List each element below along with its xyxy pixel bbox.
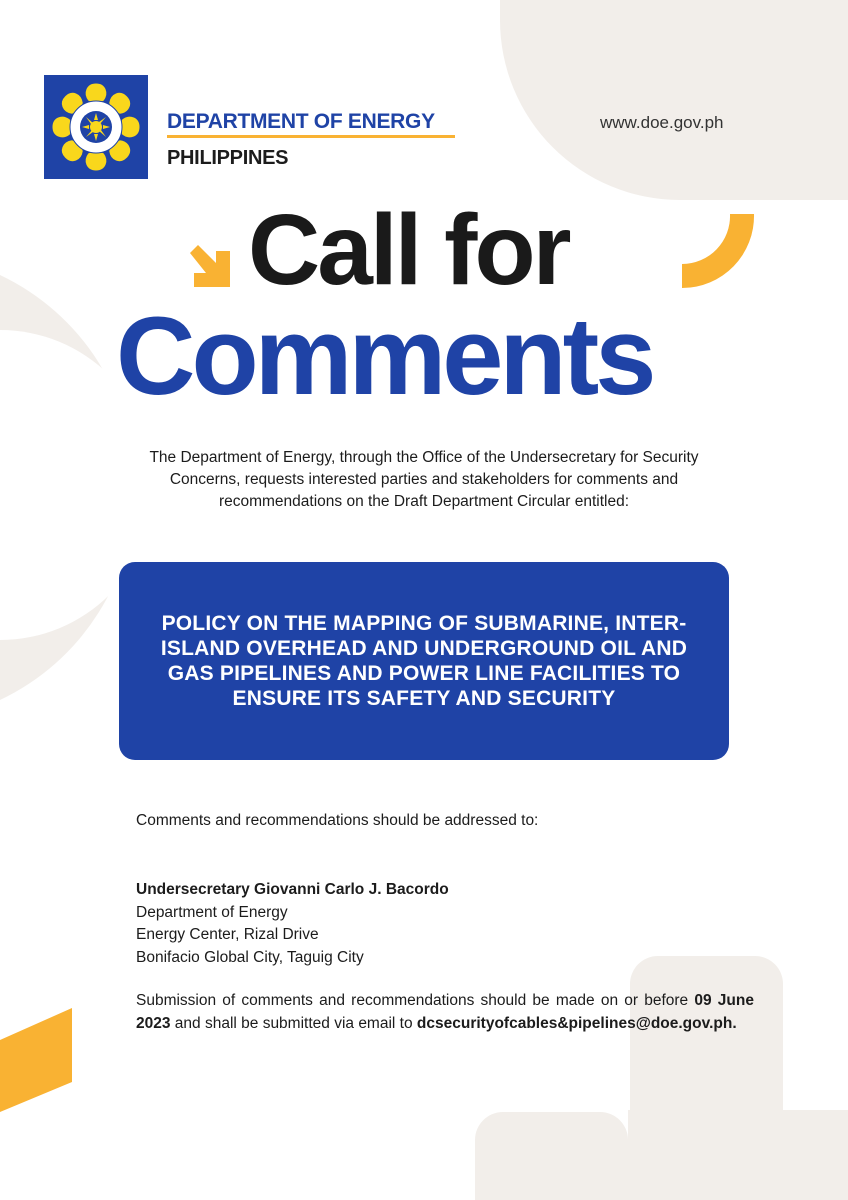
doe-logo <box>44 75 148 179</box>
address-intro: Comments and recommendations should be addressed to: <box>136 812 539 829</box>
addressee-name: Undersecretary Giovanni Carlo J. Bacordo <box>136 881 449 898</box>
arc-icon <box>680 212 756 292</box>
policy-title: POLICY ON THE MAPPING OF SUBMARINE, INTER-ISLAND OVERHEAD AND UNDERGROUND OIL AND GAS PIPELINES AND POWER LINE FACILITIES TO ENSURE ITS SAFETY AND SECURITY <box>160 612 688 710</box>
department-name: DEPARTMENT OF ENERGY <box>167 110 435 133</box>
address-line-3: Bonifacio Global City, Taguig City <box>136 948 364 966</box>
submission-text-middle: and shall be submitted via email to <box>170 1014 417 1032</box>
doe-seal-icon <box>49 80 143 174</box>
address-line-1: Department of Energy <box>136 903 288 921</box>
headline-call-for: Call for <box>248 194 569 306</box>
submission-text-before: Submission of comments and recommendations should be made on or before <box>136 992 695 1009</box>
arrow-down-right-icon <box>186 243 234 291</box>
submission-paragraph <box>136 990 754 1035</box>
submission-deadline: 09 June 2023 <box>136 992 754 1032</box>
headline-comments: Comments <box>116 295 653 418</box>
department-underline <box>167 135 455 138</box>
intro-paragraph: The Department of Energy, through the Office of the Undersecretary for Security Concerns, requests interested parties and stakeholders for comments and recommendations on the Draft Department Circular entitled: <box>149 449 699 510</box>
department-country: PHILIPPINES <box>167 147 289 169</box>
website-link[interactable]: www.doe.gov.ph <box>600 113 724 132</box>
addressee-block <box>136 879 449 969</box>
policy-box <box>119 562 729 760</box>
submission-email[interactable]: dcsecurityofcables&pipelines@doe.gov.ph. <box>416 1014 737 1032</box>
address-line-2: Energy Center, Rizal Drive <box>136 926 319 943</box>
